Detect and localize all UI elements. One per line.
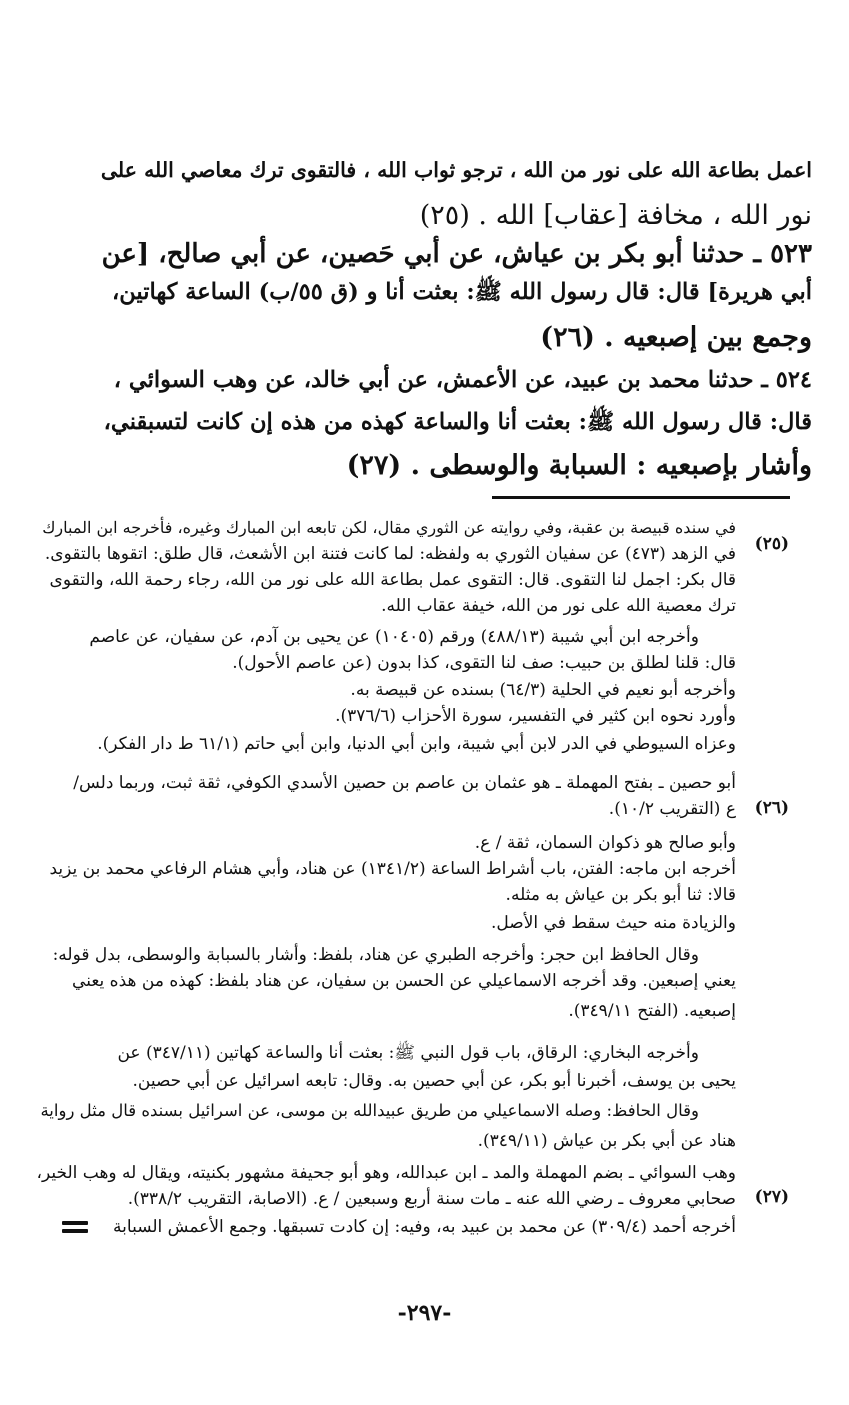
footnote-line: وقال الحافظ ابن حجر: وأخرجه الطبري عن هناد، بلفظ: وأشار بالسبابة والوسطى، بدل قوله: [52, 945, 699, 965]
footnote-line: أخرجه أحمد (٣٠٩/٤) عن محمد بن عبيد به، وفيه: إن كادت تسبقها. وجمع الأعمش السبابة [113, 1217, 736, 1237]
footnote-line: يحيى بن يوسف، أخبرنا أبو بكر، عن أبي حصين به. وقال: تابعه اسرائيل عن أبي حصين. [132, 1071, 736, 1091]
footnote-line: قال: قلنا لطلق بن حبيب: صف لنا التقوى، كذا بدون (عن عاصم الأحول). [232, 653, 736, 673]
page-number: -٢٩٧- [397, 1300, 452, 1326]
footnote-line: وأخرجه البخاري: الرقاق، باب قول النبي ﷺ: بعثت أنا والساعة كهاتين (٣٤٧/١١) عن [117, 1043, 699, 1063]
main-line: وأشار بإصبعيه : السبابة والوسطى . (٢٧) [346, 450, 812, 481]
footnote-line: ترك معصية الله على نور من الله، خيفة عقاب الله. [381, 596, 736, 616]
main-line: نور الله ، مخافة [عقاب] الله . (٢٥) [419, 200, 812, 231]
hadith-523-line: ٥٢٣ ـ حدثنا أبو بكر بن عياش، عن أبي حَصين، عن أبي صالح، [عن [101, 239, 812, 269]
footnote-line: والزيادة منه حيث سقط في الأصل. [491, 913, 736, 933]
footnote-line: إصبعيه. (الفتح ٣٤٩/١١). [568, 1001, 736, 1021]
footnote-line: أخرجه ابن ماجه: الفتن، باب أشراط الساعة (١٣٤١/٢) عن هناد، وأبي هشام الرفاعي محمد بن يزيد [49, 859, 736, 879]
footnote-line: هناد عن أبي بكر بن عياش (٣٤٩/١١). [477, 1131, 736, 1151]
footnote-number-26: (٢٦) [754, 798, 789, 818]
footnote-line: وعزاه السيوطي في الدر لابن أبي شيبة، وابن أبي الدنيا، وابن أبي حاتم (٦١/١ ط دار الفكر). [97, 734, 736, 754]
footnote-line: قال بكر: اجمل لنا التقوى. قال: التقوى عمل بطاعة الله على نور من الله، رجاء رحمة الله، والتقوى [49, 570, 736, 590]
hadith-524-line: ٥٢٤ ـ حدثنا محمد بن عبيد، عن الأعمش، عن أبي خالد، عن وهب السوائي ، [113, 367, 812, 393]
main-line: أبي هريرة] قال: قال رسول الله ﷺ: بعثت أنا و (ق ٥٥/ب) الساعة كهاتين، [112, 279, 812, 305]
footnote-line: وأبو صالح هو ذكوان السمان، ثقة / ع. [474, 833, 736, 853]
footnote-line: وأورد نحوه ابن كثير في التفسير، سورة الأحزاب (٣٧٦/٦). [335, 706, 736, 726]
footnote-line: وقال الحافظ: وصله الاسماعيلي من طريق عبيدالله بن موسى، عن اسرائيل بسنده قال مثل رواية [40, 1101, 699, 1120]
footnote-line: في سنده قبيصة بن عقبة، وفي روايته عن الثوري مقال، لكن تابعه ابن المبارك وغيره، فأخرجه ابن المبارك [42, 518, 736, 537]
main-line: قال: قال رسول الله ﷺ: بعثت أنا والساعة كهذه من هذه إن كانت لتسبقني، [103, 409, 812, 435]
continuation-mark [62, 1221, 88, 1235]
footnote-line: وأخرجه ابن أبي شيبة (٤٨٨/١٣) ورقم (١٠٤٠٥) عن يحيى بن آدم، عن سفيان، عن عاصم [89, 627, 699, 647]
footnote-line: يعني إصبعين. وقد أخرجه الاسماعيلي عن الحسن بن سفيان، عن هناد بلفظ: كهذه من هذه يعني [72, 971, 736, 991]
footnote-line: ع (التقريب ١٠/٢). [608, 799, 736, 819]
footnote-line: أبو حصين ـ بفتح المهملة ـ هو عثمان بن عاصم بن حصين الأسدي الكوفي، ثقة ثبت، وربما دلس/ [73, 773, 736, 793]
footnote-line: وأخرجه أبو نعيم في الحلية (٦٤/٣) بسنده عن قبيصة به. [350, 680, 736, 700]
footnote-separator [492, 496, 790, 499]
footnote-line: في الزهد (٤٧٣) عن سفيان الثوري به ولفظه: لما كانت فتنة ابن الأشعث، قال طلق: اتقوها بالتقوى. [44, 544, 736, 564]
footnote-number-25: (٢٥) [754, 534, 789, 554]
main-line: اعمل بطاعة الله على نور من الله ، ترجو ثواب الله ، فالتقوى ترك معاصي الله على [100, 158, 812, 182]
main-line: وجمع بين إصبعيه . (٢٦) [540, 322, 812, 353]
footnote-number-27: (٢٧) [754, 1187, 789, 1207]
footnote-line: وهب السوائي ـ بضم المهملة والمد ـ ابن عبدالله، وهو أبو جحيفة مشهور بكنيته، ويقال له وهب الخير، [36, 1163, 736, 1183]
footnote-line: قالا: ثنا أبو بكر بن عياش به مثله. [505, 885, 736, 905]
footnote-line: صحابي معروف ـ رضي الله عنه ـ مات سنة أربع وسبعين / ع. (الاصابة، التقريب ٣٣٨/٢). [127, 1189, 736, 1209]
